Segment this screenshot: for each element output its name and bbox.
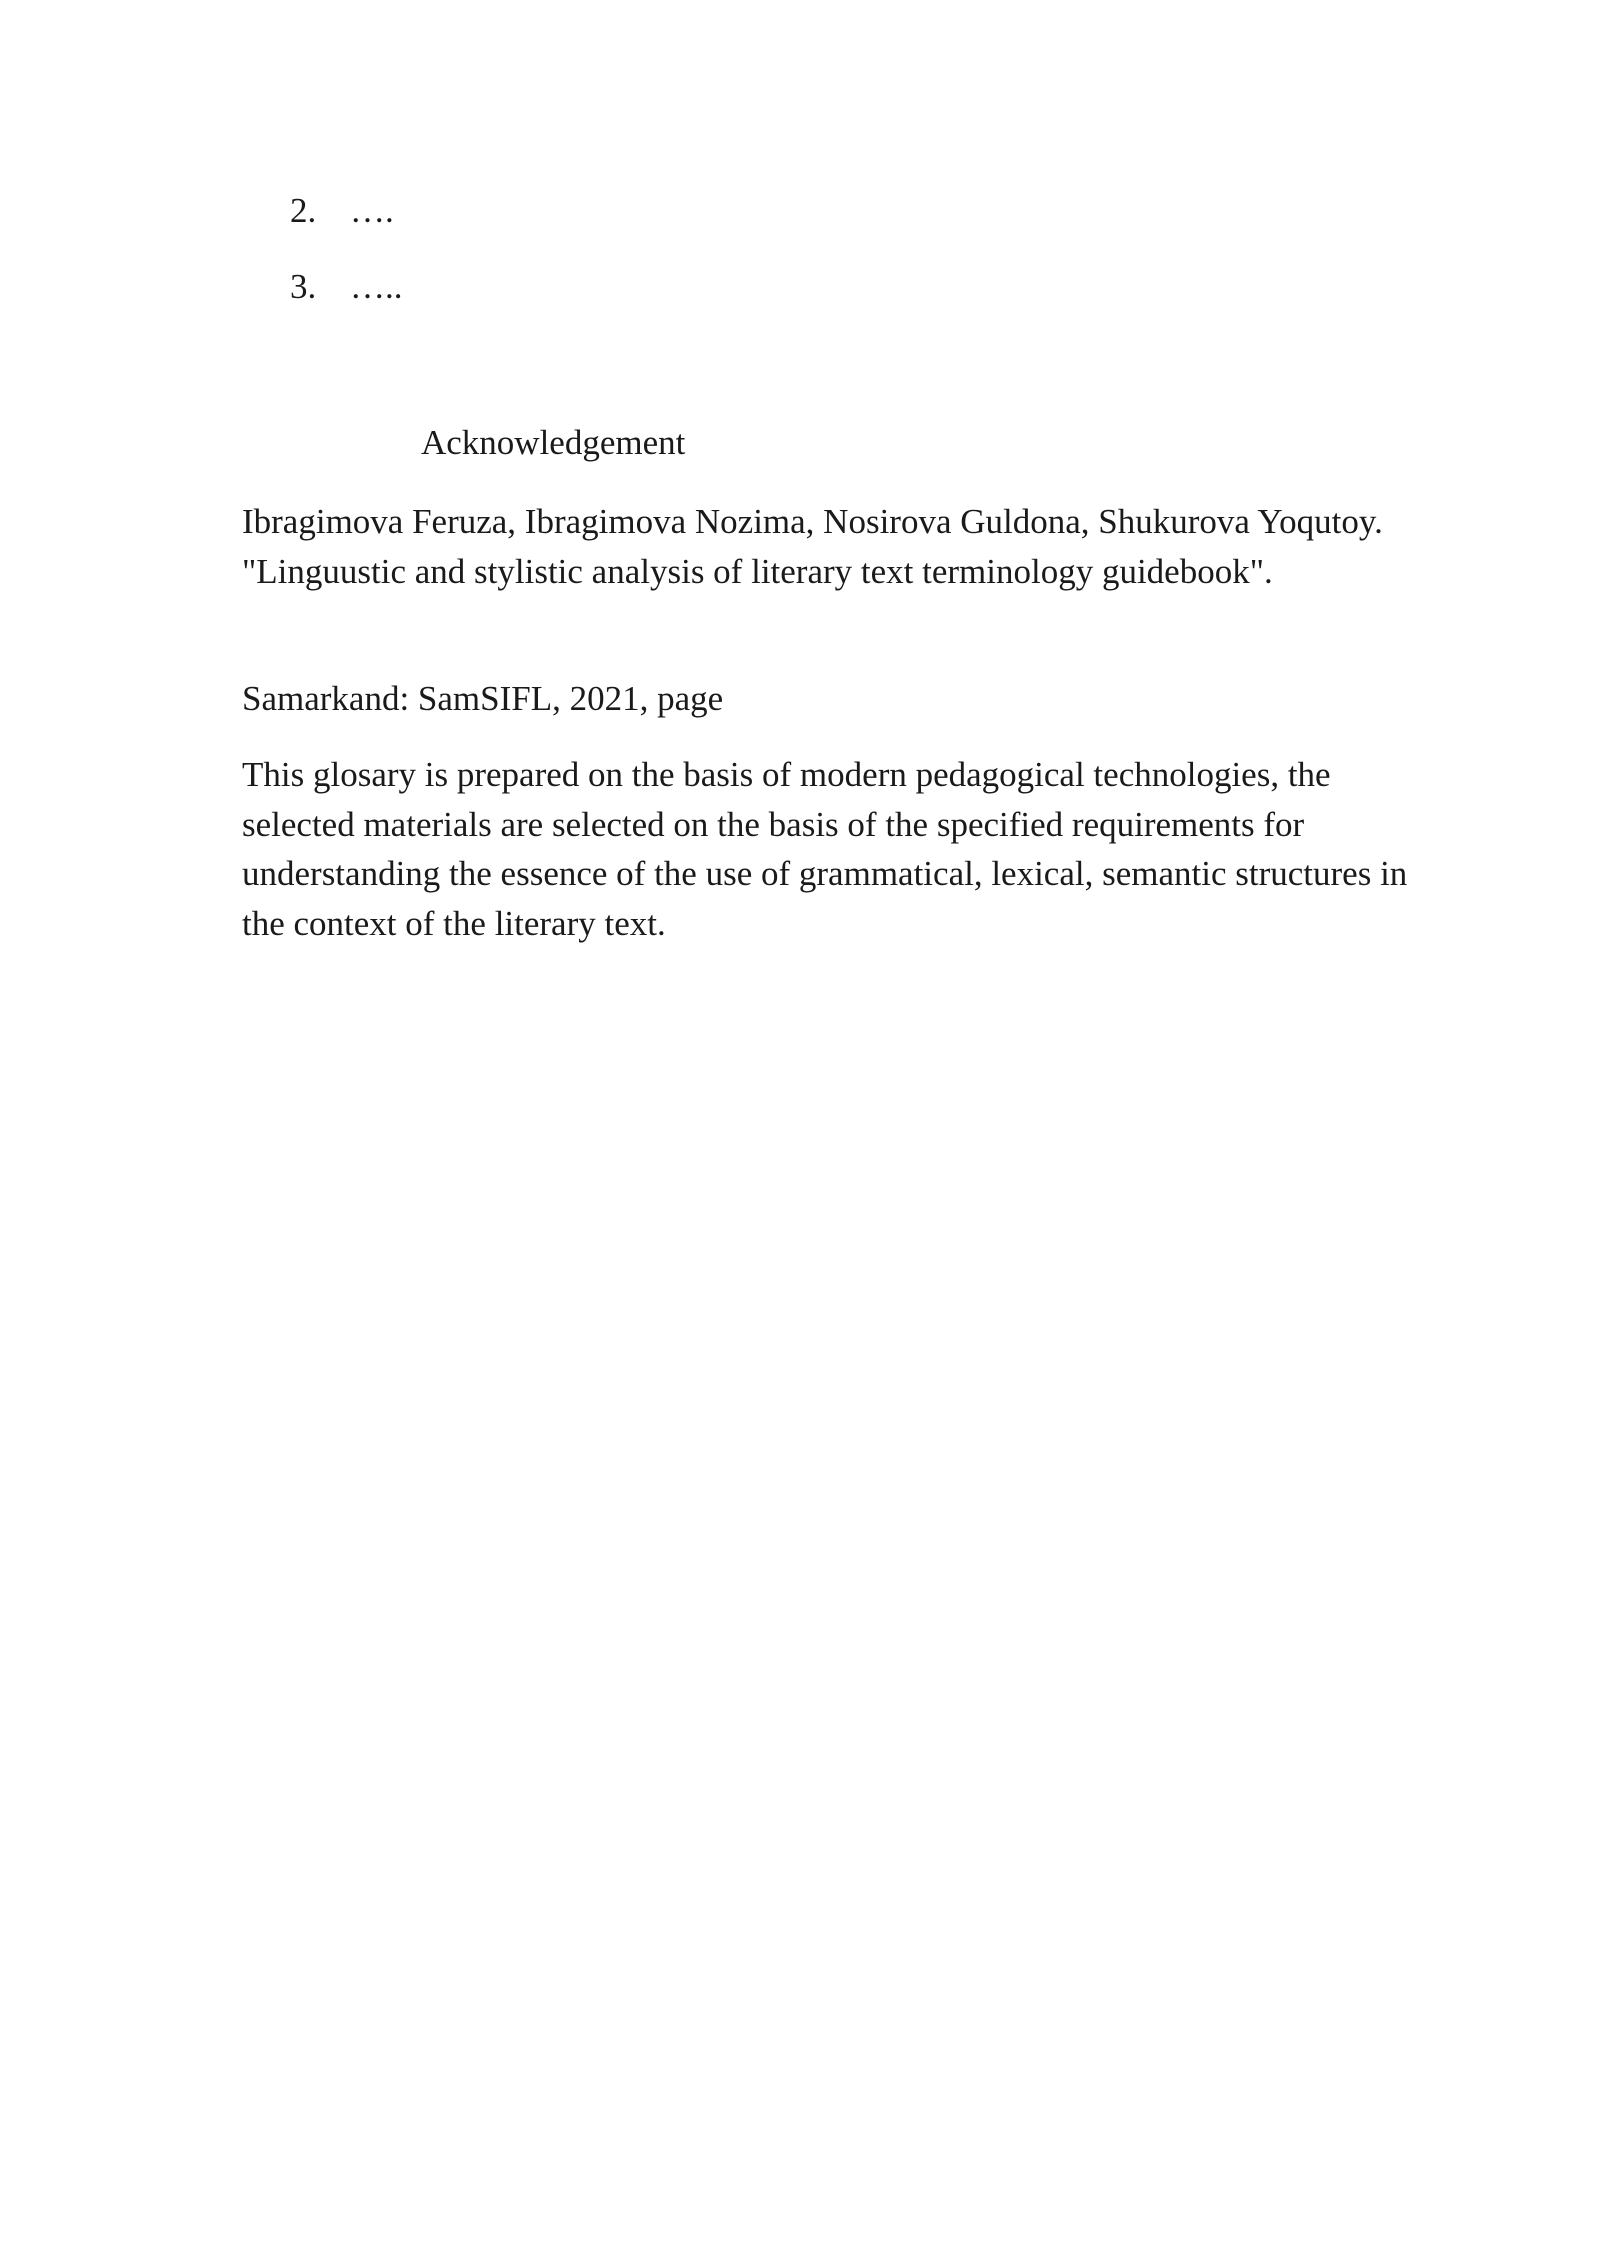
list-item (290, 266, 403, 308)
numbered-list (290, 190, 403, 342)
section-heading: Acknowledgement (421, 423, 686, 462)
list-item-text: …. (350, 191, 394, 230)
list-item-number: 2. (290, 191, 317, 230)
list-item-text: ….. (350, 267, 403, 306)
list-item-number: 3. (290, 267, 317, 306)
list-item (290, 190, 403, 232)
description-paragraph: This glosary is prepared on the basis of modern pedagogical technologies, the selected materials are selected on the basis of the specified requirements for understanding the essence of the use of grammatical, lexical, semantic structures in the context of the literary text. (242, 755, 1408, 943)
publisher-paragraph: Samarkand: SamSIFL, 2021, page (242, 679, 724, 718)
citation-paragraph: Ibragimova Feruza, Ibragimova Nozima, Nosirova Guldona, Shukurova Yoqutoy. "Linguustic and stylistic analysis of literary text terminology guidebook". (242, 502, 1383, 591)
